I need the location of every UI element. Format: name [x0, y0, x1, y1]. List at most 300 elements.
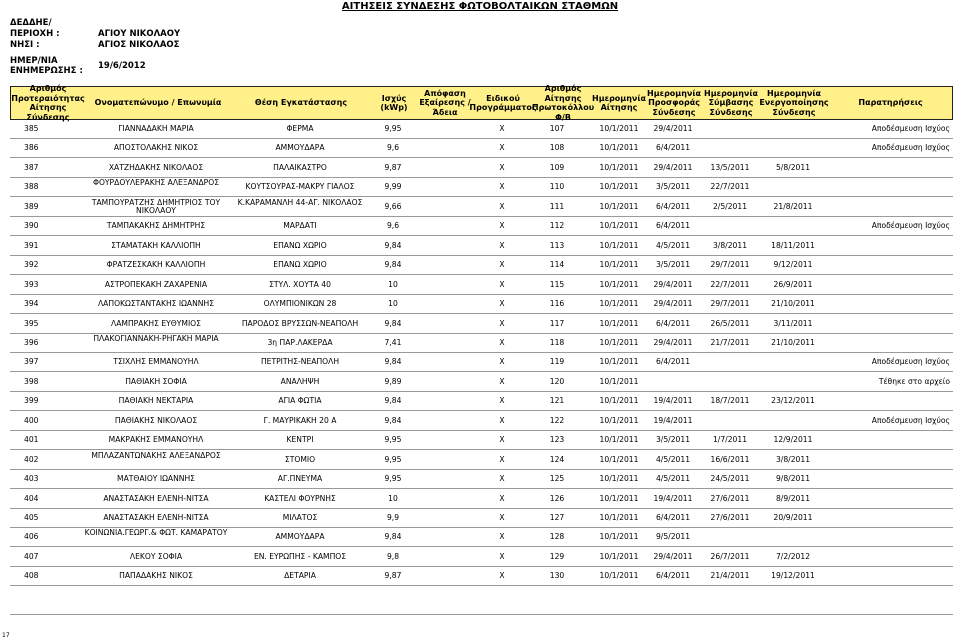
- cell-program: Χ: [499, 163, 505, 172]
- cell-activation-date: 21/8/2011: [773, 202, 813, 211]
- cell-notes: [830, 530, 950, 544]
- cell-offer-date: 3/5/2011: [655, 260, 691, 269]
- cell-offer-date: 4/5/2011: [655, 474, 691, 483]
- cell-app-date: 10/1/2011: [599, 377, 639, 386]
- cell-contract-date: 27/6/2011: [710, 494, 750, 503]
- cell-program: Χ: [499, 455, 505, 464]
- cell-num: 389: [24, 202, 39, 211]
- cell-protocol: 121: [549, 396, 565, 405]
- cell-num: 405: [24, 513, 39, 522]
- cell-name: ΠΑΘΙΑΚΗ ΝΕΚΤΑΡΙΑ: [118, 396, 194, 405]
- cell-app-date: 10/1/2011: [599, 552, 639, 561]
- cell-offer-date: [646, 375, 700, 389]
- cell-num: 395: [24, 319, 39, 328]
- cell-num: 393: [24, 280, 39, 289]
- cell-name: ΑΣΤΡΟΠΕΚΑΚΗ ΖΑΧΑΡΕΝΙΑ: [104, 280, 208, 289]
- cell-offer-date: 6/4/2011: [655, 513, 691, 522]
- cell-activation-date: [758, 141, 828, 155]
- cell-program: Χ: [499, 319, 505, 328]
- cell-app-date: 10/1/2011: [599, 319, 639, 328]
- cell-power: 9,84: [384, 241, 402, 250]
- cell-protocol: 129: [549, 552, 565, 561]
- cell-notes: Αποδέσμευση Ισχύος: [871, 124, 950, 133]
- cell-name: ΠΑΘΙΑΚΗ ΣΟΦΙΑ: [125, 377, 187, 386]
- cell-activation-date: [758, 355, 828, 369]
- cell-name: ΤΑΜΠΑΚΑΚΗΣ ΔΗΜΗΤΡΗΣ: [106, 221, 206, 230]
- cell-power: 10: [388, 299, 398, 308]
- cell-protocol: 113: [549, 241, 565, 250]
- cell-power: 9,84: [384, 357, 402, 366]
- cell-power: 9,84: [384, 416, 402, 425]
- cell-num: 399: [24, 396, 39, 405]
- cell-notes: [830, 336, 950, 350]
- cell-num: 396: [24, 338, 39, 347]
- cell-protocol: 127: [549, 513, 565, 522]
- page-number: 17: [2, 632, 10, 639]
- table-row: [10, 511, 953, 525]
- cell-contract-date: 22/7/2011: [710, 280, 750, 289]
- cell-protocol: 110: [549, 182, 565, 191]
- cell-location: Κ.ΚΑΡΑΜΑΝΛΗ 44-ΑΓ. ΝΙΚΟΛΑΟΣ: [237, 198, 363, 207]
- cell-contract-date: 21/4/2011: [710, 571, 750, 580]
- cell-location: ΠΑΡΟΔΟΣ ΒΡΥΣΣΩΝ-ΝΕΑΠΟΛΗ: [241, 319, 359, 328]
- cell-app-date: 10/1/2011: [599, 143, 639, 152]
- table-row: [10, 258, 953, 272]
- cell-contract-date: [702, 530, 758, 544]
- cell-num: 401: [24, 435, 39, 444]
- cell-contract-date: 21/7/2011: [710, 338, 750, 347]
- cell-app-date: 10/1/2011: [599, 338, 639, 347]
- row-divider: [10, 274, 953, 275]
- cell-num: 385: [24, 124, 39, 133]
- cell-notes: [830, 161, 950, 175]
- table-row: [10, 161, 953, 175]
- cell-location: ΠΕΤΡΙΤΗΣ-ΝΕΑΠΟΛΗ: [260, 357, 340, 366]
- row-divider: [10, 196, 953, 197]
- header-location: Θέση Εγκατάστασης: [254, 98, 348, 108]
- cell-program: Χ: [499, 532, 505, 541]
- row-divider: [10, 546, 953, 547]
- cell-power: 10: [388, 494, 398, 503]
- row-divider: [10, 216, 953, 217]
- table-row: [10, 180, 953, 194]
- cell-app-date: 10/1/2011: [599, 494, 639, 503]
- cell-protocol: 130: [549, 571, 565, 580]
- cell-app-date: 10/1/2011: [599, 532, 639, 541]
- cell-activation-date: [758, 122, 828, 136]
- cell-app-date: 10/1/2011: [599, 221, 639, 230]
- cell-program: Χ: [499, 377, 505, 386]
- cell-power: 9,87: [384, 163, 402, 172]
- cell-offer-date: 4/5/2011: [655, 241, 691, 250]
- cell-protocol: 126: [549, 494, 565, 503]
- header-decision: Απόφαση Εξαίρεσης / Άδεια: [419, 88, 471, 117]
- header-program: Ειδικού Προγράμματος: [469, 93, 537, 112]
- cell-location: ΜΙΛΑΤΟΣ: [282, 513, 318, 522]
- table-row: [10, 492, 953, 506]
- cell-protocol: 109: [549, 163, 565, 172]
- cell-name: ΠΛΑΚΟΓΙΑΝΝΑΚΗ-ΡΗΓΑΚΗ ΜΑΡΙΑ: [93, 334, 219, 343]
- cell-location: ΚΑΣΤΕΛΙ ΦΟΥΡΝΗΣ: [264, 494, 336, 503]
- cell-name: ΜΑΤΘΑΙΟΥ ΙΩΑΝΝΗΣ: [117, 474, 195, 483]
- cell-activation-date: 19/12/2011: [771, 571, 815, 580]
- cell-activation-date: 21/10/2011: [771, 338, 815, 347]
- cell-power: 9,8: [386, 552, 400, 561]
- row-divider: [10, 255, 953, 256]
- cell-protocol: 118: [549, 338, 565, 347]
- cell-offer-date: 6/4/2011: [655, 221, 691, 230]
- cell-location: ΑΜΜΟΥΔΑΡΑ: [275, 532, 325, 541]
- cell-app-date: 10/1/2011: [599, 299, 639, 308]
- cell-num: 390: [24, 221, 39, 230]
- cell-notes: Αποδέσμευση Ισχύος: [871, 357, 950, 366]
- cell-app-date: 10/1/2011: [599, 455, 639, 464]
- cell-offer-date: 6/4/2011: [655, 143, 691, 152]
- cell-activation-date: 21/10/2011: [771, 299, 815, 308]
- cell-location: ΠΑΛΑΙΚΑΣΤΡΟ: [273, 163, 327, 172]
- cell-protocol: 107: [549, 124, 565, 133]
- cell-power: 9,87: [384, 571, 402, 580]
- cell-activation-date: [758, 219, 828, 233]
- cell-program: Χ: [499, 202, 505, 211]
- cell-notes: [830, 511, 950, 525]
- update-date-label: ΗΜΕΡ/ΝΙΑ: [10, 56, 58, 66]
- cell-program: Χ: [499, 241, 505, 250]
- cell-power: 9,84: [384, 319, 402, 328]
- cell-offer-date: 29/4/2011: [653, 163, 693, 172]
- header-notes: Παρατηρήσεις: [858, 98, 923, 108]
- region-value: ΑΓΙΟΥ ΝΙΚΟΛΑΟΥ: [98, 29, 181, 39]
- cell-offer-date: 6/4/2011: [655, 202, 691, 211]
- cell-contract-date: [702, 122, 758, 136]
- cell-num: 403: [24, 474, 39, 483]
- cell-protocol: 108: [549, 143, 565, 152]
- table-row: [10, 530, 953, 544]
- cell-power: 9,99: [384, 182, 402, 191]
- cell-offer-date: 4/5/2011: [655, 455, 691, 464]
- row-divider: [10, 391, 953, 392]
- cell-protocol: 123: [549, 435, 565, 444]
- cell-offer-date: 29/4/2011: [653, 299, 693, 308]
- table-row: [10, 569, 953, 583]
- cell-name: ΜΠΛΑΖΑΝΤΩΝΑΚΗΣ ΑΛΕΞΑΝΔΡΟΣ: [91, 451, 221, 460]
- cell-app-date: 10/1/2011: [599, 124, 639, 133]
- cell-num: 387: [24, 163, 39, 172]
- cell-num: 407: [24, 552, 39, 561]
- cell-activation-date: 3/8/2011: [775, 455, 811, 464]
- cell-protocol: 128: [549, 532, 565, 541]
- cell-name: ΑΝΑΣΤΑΣΑΚΗ ΕΛΕΝΗ-ΝΙΤΣΑ: [103, 513, 209, 522]
- cell-activation-date: 18/11/2011: [771, 241, 815, 250]
- cell-activation-date: 8/9/2011: [775, 494, 811, 503]
- cell-notes: Τέθηκε στο αρχείο: [878, 377, 950, 386]
- cell-num: 398: [24, 377, 39, 386]
- cell-protocol: 117: [549, 319, 565, 328]
- cell-location: ΜΑΡΔΑΤΙ: [283, 221, 317, 230]
- cell-contract-date: 13/5/2011: [710, 163, 750, 172]
- cell-program: Χ: [499, 416, 505, 425]
- row-divider: [10, 313, 953, 314]
- header-name: Ονοματεπώνυμο / Επωνυμία: [94, 98, 222, 108]
- cell-num: 392: [24, 260, 39, 269]
- table-row: [10, 394, 953, 408]
- cell-name: ΑΠΟΣΤΟΛΑΚΗΣ ΝΙΚΟΣ: [113, 143, 199, 152]
- cell-name: ΤΣΙΧΛΗΣ ΕΜΜΑΝΟΥΗΛ: [113, 357, 199, 366]
- cell-num: 386: [24, 143, 39, 152]
- row-divider: [10, 157, 953, 158]
- cell-contract-date: 1/7/2011: [712, 435, 748, 444]
- cell-power: 10: [388, 280, 398, 289]
- cell-activation-date: 3/11/2011: [773, 319, 813, 328]
- cell-program: Χ: [499, 299, 505, 308]
- cell-contract-date: 26/7/2011: [710, 552, 750, 561]
- table-row: [10, 122, 953, 136]
- cell-offer-date: 6/4/2011: [655, 357, 691, 366]
- cell-num: 391: [24, 241, 39, 250]
- region-label: ΠΕΡΙΟΧΗ :: [10, 29, 60, 39]
- cell-activation-date: 12/9/2011: [773, 435, 813, 444]
- cell-program: Χ: [499, 124, 505, 133]
- cell-location: ΑΝΑΛΗΨΗ: [280, 377, 320, 386]
- cell-contract-date: 29/7/2011: [710, 260, 750, 269]
- cell-protocol: 112: [549, 221, 565, 230]
- header-app-date: Ημερομηνία Αίτησης: [592, 93, 646, 112]
- cell-contract-date: [702, 141, 758, 155]
- cell-notes: [830, 278, 950, 292]
- cell-location: Γ. ΜΑΥΡΙΚΑΚΗ 20 Α: [263, 416, 337, 425]
- cell-activation-date: 26/9/2011: [773, 280, 813, 289]
- cell-program: Χ: [499, 474, 505, 483]
- cell-notes: [830, 433, 950, 447]
- table-row: [10, 219, 953, 233]
- cell-app-date: 10/1/2011: [599, 396, 639, 405]
- cell-program: Χ: [499, 494, 505, 503]
- cell-num: 408: [24, 571, 39, 580]
- cell-num: 394: [24, 299, 39, 308]
- table-row: [10, 297, 953, 311]
- cell-activation-date: [758, 414, 828, 428]
- cell-app-date: 10/1/2011: [599, 163, 639, 172]
- header-protocol: Αριθμός Αίτησης Πρωτοκόλλου Φ/Β: [531, 84, 595, 122]
- cell-activation-date: 23/12/2011: [771, 396, 815, 405]
- row-divider: [10, 430, 953, 431]
- cell-name: ΦΟΥΡΔΟΥΛΕΡΑΚΗΣ ΑΛΕΞΑΝΔΡΟΣ: [92, 178, 220, 187]
- table-row: [10, 414, 953, 428]
- update-date-label-2: ΕΝΗΜΕΡΩΣΗΣ :: [10, 66, 83, 76]
- table-row: [10, 200, 953, 214]
- cell-activation-date: 9/8/2011: [775, 474, 811, 483]
- cell-notes: [830, 569, 950, 583]
- cell-app-date: 10/1/2011: [599, 241, 639, 250]
- cell-power: 9,6: [386, 221, 400, 230]
- cell-activation-date: 20/9/2011: [773, 513, 813, 522]
- cell-location: ΑΓΙΑ ΦΩΤΙΑ: [278, 396, 322, 405]
- cell-location: ΦΕΡΜΑ: [286, 124, 314, 133]
- cell-contract-date: [702, 375, 758, 389]
- cell-location: ΚΕΝΤΡΙ: [286, 435, 314, 444]
- cell-num: 402: [24, 455, 39, 464]
- cell-offer-date: 19/4/2011: [653, 416, 693, 425]
- header-contract-date: Ημερομηνία Σύμβασης Σύνδεσης: [704, 88, 758, 117]
- cell-power: 7,41: [384, 338, 402, 347]
- cell-protocol: 116: [549, 299, 565, 308]
- cell-location: ΑΜΜΟΥΔΑΡΑ: [275, 143, 325, 152]
- cell-name: ΧΑΤΖΗΔΑΚΗΣ ΝΙΚΟΛΑΟΣ: [108, 163, 204, 172]
- cell-contract-date: 26/5/2011: [710, 319, 750, 328]
- table-row: [10, 278, 953, 292]
- cell-notes: [830, 550, 950, 564]
- cell-app-date: 10/1/2011: [599, 260, 639, 269]
- row-divider: [10, 138, 953, 139]
- island-value: ΑΓΙΟΣ ΝΙΚΟΛΑΟΣ: [98, 40, 180, 50]
- cell-notes: [830, 492, 950, 506]
- cell-app-date: 10/1/2011: [599, 474, 639, 483]
- table-row: [10, 453, 953, 467]
- cell-program: Χ: [499, 571, 505, 580]
- cell-program: Χ: [499, 552, 505, 561]
- table-header: [10, 86, 953, 120]
- cell-name: ΛΑΠΟΚΩΣΤΑΝΤΑΚΗΣ ΙΩΑΝΝΗΣ: [97, 299, 214, 308]
- cell-notes: [830, 472, 950, 486]
- page-title: ΑΙΤΗΣΕΙΣ ΣΥΝΔΕΣΗΣ ΦΩΤΟΒΟΛΤΑΙΚΩΝ ΣΤΑΘΜΩΝ: [341, 1, 619, 12]
- cell-location: ΑΓ.ΠΝΕΥΜΑ: [277, 474, 323, 483]
- cell-protocol: 114: [549, 260, 565, 269]
- row-divider: [10, 508, 953, 509]
- cell-offer-date: 19/4/2011: [653, 494, 693, 503]
- cell-app-date: 10/1/2011: [599, 357, 639, 366]
- header-power: Ισχύς (kWp): [380, 93, 408, 112]
- cell-offer-date: 29/4/2011: [653, 338, 693, 347]
- cell-power: 9,66: [384, 202, 402, 211]
- cell-power: 9,84: [384, 396, 402, 405]
- cell-activation-date: 5/8/2011: [775, 163, 811, 172]
- cell-protocol: 125: [549, 474, 565, 483]
- cell-location: 3η ΠΑΡ.ΛΑΚΕΡΔΑ: [267, 338, 333, 347]
- cell-location: ΕΝ. ΕΥΡΩΠΗΣ - ΚΑΜΠΟΣ: [253, 552, 347, 561]
- cell-program: Χ: [499, 221, 505, 230]
- cell-contract-date: 16/6/2011: [710, 455, 750, 464]
- cell-offer-date: 29/4/2011: [653, 124, 693, 133]
- cell-notes: [830, 453, 950, 467]
- table-row: [10, 550, 953, 564]
- table-row: [10, 433, 953, 447]
- cell-contract-date: 18/7/2011: [710, 396, 750, 405]
- cell-power: 9,84: [384, 260, 402, 269]
- cell-program: Χ: [499, 143, 505, 152]
- cell-offer-date: 29/4/2011: [653, 552, 693, 561]
- cell-activation-date: 9/12/2011: [773, 260, 813, 269]
- cell-location: ΣΤΥΛ. ΧΟΥΤΑ 40: [269, 280, 331, 289]
- cell-contract-date: 27/6/2011: [710, 513, 750, 522]
- cell-location: ΚΟΥΤΣΟΥΡΑΣ-ΜΑΚΡΥ ΓΙΑΛΟΣ: [245, 182, 355, 191]
- cell-power: 9,95: [384, 124, 402, 133]
- table-row: [10, 472, 953, 486]
- cell-name: ΣΤΑΜΑΤΑΚΗ ΚΑΛΛΙΟΠΗ: [111, 241, 201, 250]
- cell-name: ΠΑΠΑΔΑΚΗΣ ΝΙΚΟΣ: [119, 571, 193, 580]
- cell-contract-date: 3/8/2011: [712, 241, 748, 250]
- cell-name: ΓΙΑΝΝΑΔΑΚΗ ΜΑΡΙΑ: [118, 124, 194, 133]
- cell-name: ΦΡΑΤΖΕΣΚΑΚΗ ΚΑΛΛΙΟΠΗ: [106, 260, 206, 269]
- cell-contract-date: 29/7/2011: [710, 299, 750, 308]
- cell-name: ΠΑΘΙΑΚΗΣ ΝΙΚΟΛΑΟΣ: [114, 416, 198, 425]
- cell-protocol: 119: [549, 357, 565, 366]
- cell-protocol: 122: [549, 416, 565, 425]
- cell-offer-date: 6/4/2011: [655, 319, 691, 328]
- row-divider: [10, 566, 953, 567]
- cell-program: Χ: [499, 338, 505, 347]
- island-label: ΝΗΣΙ :: [10, 40, 40, 50]
- cell-power: 9,95: [384, 474, 402, 483]
- cell-activation-date: [758, 180, 828, 194]
- update-date-value: 19/6/2012: [98, 61, 146, 71]
- cell-protocol: 115: [549, 280, 565, 289]
- cell-program: Χ: [499, 357, 505, 366]
- cell-power: 9,95: [384, 455, 402, 464]
- cell-notes: Αποδέσμευση Ισχύος: [871, 143, 950, 152]
- cell-num: 400: [24, 416, 39, 425]
- cell-name: ΑΝΑΣΤΑΣΑΚΗ ΕΛΕΝΗ-ΝΙΤΣΑ: [103, 494, 209, 503]
- cell-activation-date: 7/2/2012: [775, 552, 811, 561]
- cell-protocol: 124: [549, 455, 565, 464]
- cell-contract-date: 24/5/2011: [710, 474, 750, 483]
- cell-offer-date: 29/4/2011: [653, 280, 693, 289]
- cell-contract-date: 2/5/2011: [712, 202, 748, 211]
- cell-location: ΕΠΑΝΩ ΧΩΡΙΟ: [273, 241, 327, 250]
- row-divider: [10, 294, 953, 295]
- table-row: [10, 317, 953, 331]
- cell-contract-date: [702, 355, 758, 369]
- table-row: [10, 336, 953, 350]
- row-divider: [10, 469, 953, 470]
- table-row: [10, 141, 953, 155]
- cell-notes: [830, 394, 950, 408]
- cell-program: Χ: [499, 396, 505, 405]
- cell-notes: Αποδέσμευση Ισχύος: [871, 416, 950, 425]
- cell-name: ΜΑΚΡΑΚΗΣ ΕΜΜΑΝΟΥΗΛ: [108, 435, 204, 444]
- cell-notes: [830, 180, 950, 194]
- row-divider: [10, 488, 953, 489]
- row-divider: [10, 352, 953, 353]
- cell-location: ΔΕΤΑΡΙΑ: [284, 571, 316, 580]
- cell-app-date: 10/1/2011: [599, 182, 639, 191]
- cell-notes: Αποδέσμευση Ισχύος: [871, 221, 950, 230]
- row-divider: [10, 410, 953, 411]
- cell-offer-date: 6/4/2011: [655, 571, 691, 580]
- header-offer-date: Ημερομηνία Προσφοράς Σύνδεσης: [647, 88, 701, 117]
- cell-contract-date: 22/7/2011: [710, 182, 750, 191]
- cell-program: Χ: [499, 435, 505, 444]
- table-row: [10, 239, 953, 253]
- cell-offer-date: 3/5/2011: [655, 435, 691, 444]
- cell-notes: [830, 239, 950, 253]
- table-bottom-border: [10, 614, 953, 615]
- cell-contract-date: [702, 414, 758, 428]
- cell-num: 397: [24, 357, 39, 366]
- cell-power: 9,89: [384, 377, 402, 386]
- table-row: [10, 355, 953, 369]
- header-activation-date: Ημερομηνία Ενεργοποίησης Σύνδεσης: [759, 88, 829, 117]
- cell-app-date: 10/1/2011: [599, 202, 639, 211]
- cell-name: ΛΕΚΟΥ ΣΟΦΙΑ: [129, 552, 183, 561]
- cell-num: 404: [24, 494, 39, 503]
- cell-activation-date: [758, 530, 828, 544]
- cell-activation-date: [758, 375, 828, 389]
- cell-offer-date: 19/4/2011: [653, 396, 693, 405]
- cell-power: 9,95: [384, 435, 402, 444]
- cell-app-date: 10/1/2011: [599, 280, 639, 289]
- cell-contract-date: [702, 219, 758, 233]
- cell-protocol: 120: [549, 377, 565, 386]
